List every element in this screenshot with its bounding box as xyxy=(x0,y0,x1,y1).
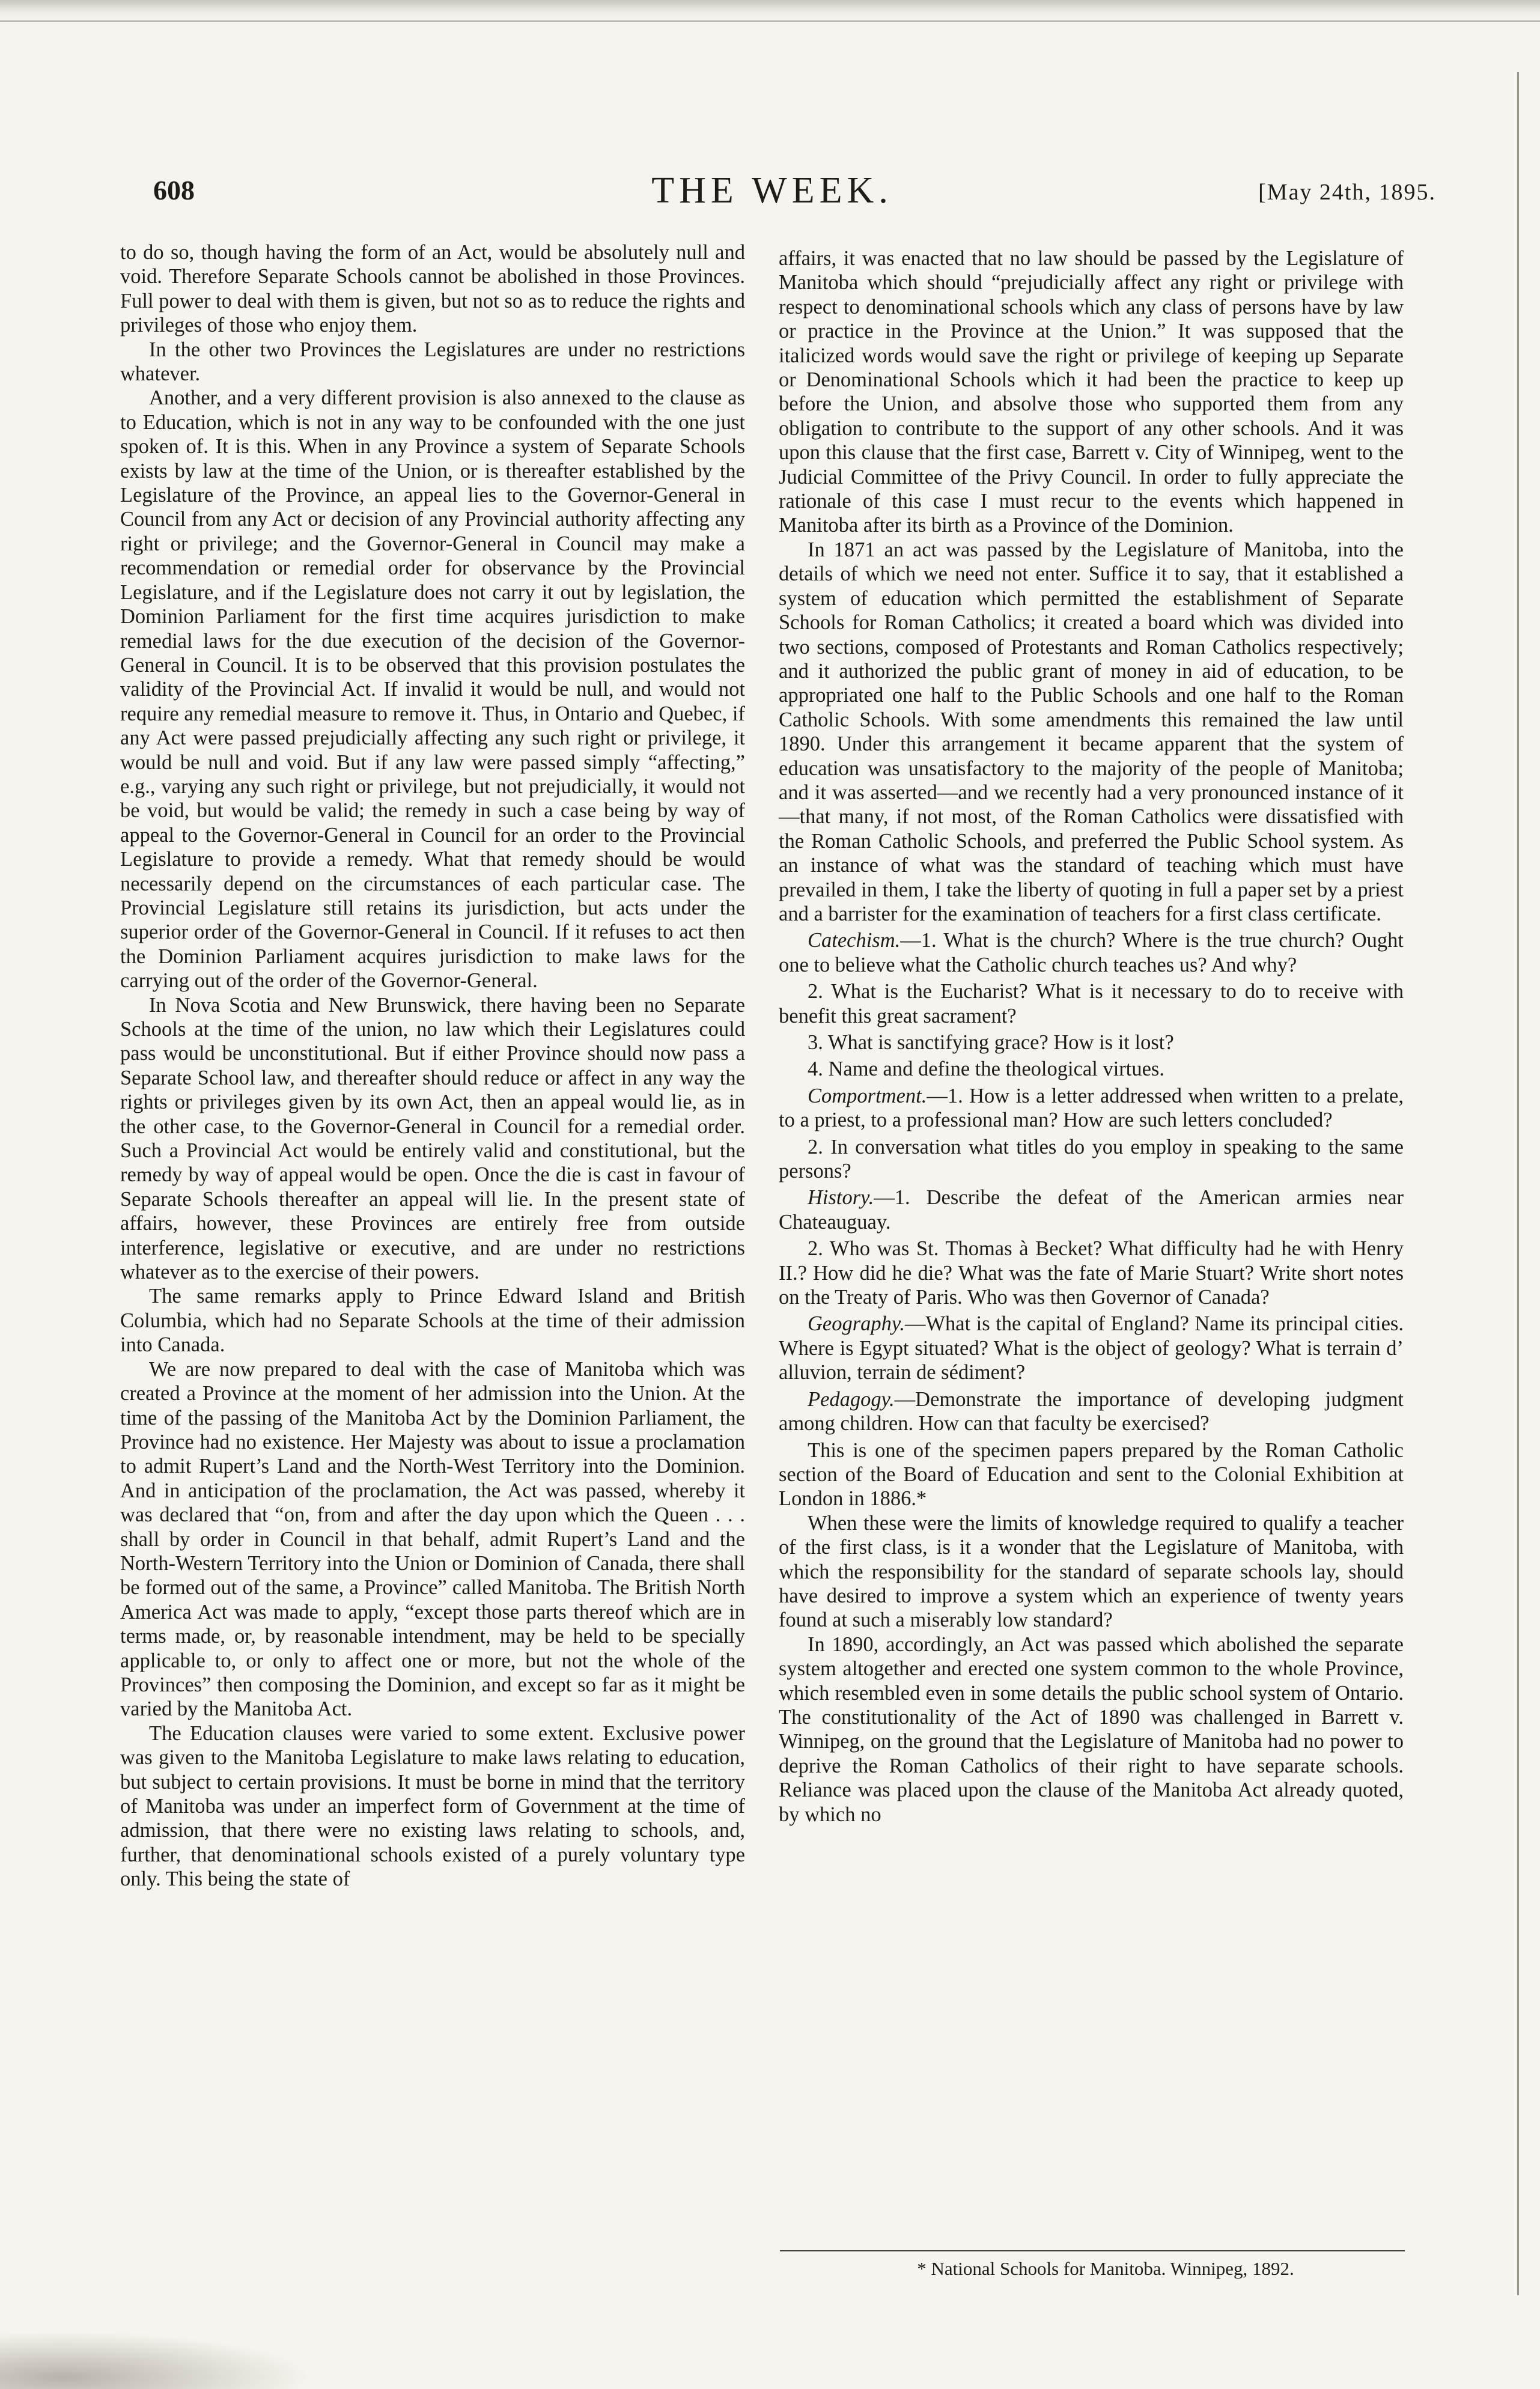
exam-question-text: —What is the capital of England? Name its principal cities. Where is Egypt situated? What is the object of geology? What is terrain d’ alluvion, terrain de sédiment? xyxy=(779,1312,1404,1384)
paragraph: The same remarks apply to Prince Edward Island and British Columbia, which had no Separate Schools at the time of their admission into Canada. xyxy=(120,1285,745,1357)
scan-smudge xyxy=(0,2331,312,2389)
exam-question xyxy=(779,1387,1404,1436)
exam-question: 2. In conversation what titles do you employ in speaking to the same persons? xyxy=(779,1135,1404,1183)
exam-question-text: —1. What is the church? Where is the true church? Ought one to believe what the Catholic church teaches us? And why? xyxy=(779,929,1404,976)
paragraph: In the other two Provinces the Legislatures are under no restrictions whatever. xyxy=(120,338,745,386)
paragraph: We are now prepared to deal with the case of Manitoba which was created a Province at the moment of her admission into the Union. At the time of the passing of the Manitoba Act by the Dominion Parliament, the Province had no existence. Her Majesty was about to issue a proclamation to admit Rupert’s Land and the North-West Territory into the Dominion. And in anticipation of the proclamation, the Act was passed, whereby it was declared that “on, from and after the day upon which the Queen . . . shall by order in Council in that behalf, admit Rupert’s Land and the North-Western Territory into the Union or Dominion of Canada, there shall be formed out of the same, a Province” called Manitoba. The British North America Act was made to apply, “except those parts thereof which are in terms made, or, by reasonable intendment, may be held to be specially applicable to, or only to affect one or more, but not the whole of the Provinces” then composing the Dominion, and except so far as it might be varied by the Manitoba Act. xyxy=(120,1357,745,1721)
footnote-rule xyxy=(780,2250,1405,2251)
page-header xyxy=(108,170,1436,228)
exam-section-title: Geography. xyxy=(808,1312,905,1336)
exam-section-title: Catechism. xyxy=(808,929,901,952)
right-column xyxy=(779,246,1404,1827)
exam-question: 4. Name and define the theological virtues. xyxy=(808,1058,1164,1081)
exam-section-title: Pedagogy. xyxy=(808,1387,895,1411)
paragraph: In Nova Scotia and New Brunswick, there having been no Separate Schools at the time of the union, no law which their Legislatures could pass would be unconstitutional. But if either Province should now pass a Separate School law, and thereafter should reduce or affect in any way the rights or privileges given by its own Act, then an appeal would lie, as in the other case, to the Governor-General in Council for a remedial order. Such a Provincial Act would be entirely valid and constitutional, but the remedy by way of appeal would be open. Once the die is cast in favour of Separate Schools thereafter an appeal will lie. In the present state of affairs, however, these Provinces are entirely free from outside interference, legislative or executive, and are under no restrictions whatever as to the exercise of their powers. xyxy=(120,993,745,1284)
paragraph: In 1871 an act was passed by the Legislature of Manitoba, into the details of which we need not enter. Suffice it to say, that it established a system of education which permitted the establishment of Separate Schools for Roman Catholics; it created a board which was divided into two sections, composed of Protestants and Roman Catholics respectively; and it authorized the public grant of money in aid of education, to be appropriated one half to the Public Schools and one half to the Roman Catholic Schools. With some amendments this remained the law until 1890. Under this arrangement it became apparent that the system of education was unsatisfactory to the majority of the people of Manitoba; and it was asserted—and we recently had a very pronounced instance of it—that many, if not most, of the Roman Catholics were dissatisfied with the Roman Catholic Schools, and preferred the Public School system. As an instance of what was the standard of teaching which must have prevailed in them, I take the liberty of quoting in full a paper set by a priest and a barrister for the examination of teachers for a first class certificate. xyxy=(779,538,1404,925)
paragraph: When these were the limits of knowledge required to qualify a teacher of the first class, is it a wonder that the Legislature of Manitoba, with which the responsibility for the standard of separate schools lay, should have desired to improve a system which an experience of twenty years found at such a miserably low standard? xyxy=(779,1511,1404,1632)
exam-question: 2. What is the Eucharist? What is it necessary to do to receive with benefit this great sacrament? xyxy=(779,980,1404,1027)
paragraph: This is one of the specimen papers prepared by the Roman Catholic section of the Board of Education and sent to the Colonial Exhibition at London in 1886.* xyxy=(779,1438,1404,1511)
masthead-title: THE WEEK. xyxy=(651,170,893,211)
binding-rule xyxy=(1517,72,1519,2295)
scanned-page-edge xyxy=(0,0,1540,22)
paragraph: In 1890, accordingly, an Act was passed which abolished the separate system altogether and erected one system common to the whole Province, which resembled even in some details the public school system of Ontario. The constitutionality of the Act of 1890 was challenged in Barrett v. Winnipeg, on the ground that the Legislature of Manitoba had no power to deprive the Roman Catholics of their right to have separate schools. Reliance was placed upon the clause of the Manitoba Act already quoted, by which no xyxy=(779,1633,1404,1826)
exam-question xyxy=(779,1312,1404,1384)
exam-question-text: —Demonstrate the importance of developing judgment among children. How can that faculty be exercised? xyxy=(779,1387,1404,1435)
left-column xyxy=(120,240,745,1891)
exam-question: 3. What is sanctifying grace? How is it lost? xyxy=(808,1031,1174,1054)
paragraph: affairs, it was enacted that no law should be passed by the Legislature of Manitoba which should “prejudicially affect any right or privilege with respect to denominational schools which any class of persons have by law or practice in the Province at the Union.” It was supposed that the italicized words would save the right or privilege of keeping up Separate or Denominational Schools which it had been the practice to keep up before the Union, and absolve those who supported them from any obligation to contribute to the support of any other schools. And it was upon this clause that the first case, Barrett v. City of Winnipeg, went to the Judicial Committee of the Privy Council. In order to fully appreciate the rationale of this case I must recur to the events which happened in Manitoba after its birth as a Province of the Dominion. xyxy=(779,247,1404,537)
exam-question: 2. Who was St. Thomas à Becket? What difficulty had he with Henry II.? How did he die? What was the fate of Marie Stuart? Write short notes on the Treaty of Paris. Who was then Governor of Canada? xyxy=(779,1237,1404,1309)
exam-question xyxy=(779,928,1404,977)
exam-section-title: Comportment. xyxy=(808,1084,927,1107)
paragraph: to do so, though having the form of an Act, would be absolutely null and void. Therefore Separate Schools cannot be abolished in those Provinces. Full power to deal with them is given, but not so as to reduce the rights and privileges of those who enjoy them. xyxy=(120,241,745,337)
paragraph: The Education clauses were varied to some extent. Exclusive power was given to the Manitoba Legislature to make laws relating to education, but subject to certain provisions. It must be borne in mind that the territory of Manitoba was under an imperfect form of Government at the time of admission, that there were no existing laws relating to schools, and, further, that denominational schools existed of a purely voluntary type only. This being the state of xyxy=(120,1721,745,1891)
exam-question xyxy=(779,1084,1404,1133)
exam-section-title: History. xyxy=(808,1186,874,1210)
paragraph: Another, and a very different provision is also annexed to the clause as to Education, which is not in any way to be confounded with the one just spoken of. It is this. When in any Province a system of Separate Schools exists by law at the time of the Union, or is thereafter established by the Legislature of the Province, an appeal lies to the Governor-General in Council from any Act or decision of any Provincial authority affecting any right or privilege; and the Governor-General in Council may make a recommendation or remedial order for observance by the Provincial Legislature, and if the Legislature does not carry it out by legislation, the Dominion Parliament for the first time acquires jurisdiction to make remedial laws for the due execution of the decision of the Governor-General in Council. It is to be observed that this provision postulates the validity of the Provincial Act. If invalid it would be null, and would not require any remedial measure to remove it. Thus, in Ontario and Quebec, if any Act were passed prejudicially affecting any such right or privilege, it would be null and void. But if any law were passed simply “affecting,” e.g., varying any such right or privilege, but not prejudicially, it would not be void, but would be valid; the remedy in such a case being by way of appeal to the Governor-General in Council for an order to the Provincial Legislature to provide a remedy. What that remedy should be would necessarily depend on the circumstances of each particular case. The Provincial Legislature still retains its jurisdiction, but acts under the superior order of the Governor-General in Council. If it refuses to act then the Dominion Parliament acquires jurisdiction to make laws for the carrying out of the order of the Governor-General. xyxy=(120,386,745,993)
exam-question-text: —1. How is a letter addressed when written to a prelate, to a priest, to a professional man? How are such letters concluded? xyxy=(779,1084,1404,1132)
page-number: 608 xyxy=(153,175,195,205)
exam-question xyxy=(779,1185,1404,1234)
footnote: * National Schools for Manitoba. Winnipeg, 1892. xyxy=(917,2258,1294,2279)
exam-question-text: —1. Describe the defeat of the American armies near Chateauguay. xyxy=(779,1186,1404,1234)
issue-date: [May 24th, 1895. xyxy=(1258,180,1436,205)
